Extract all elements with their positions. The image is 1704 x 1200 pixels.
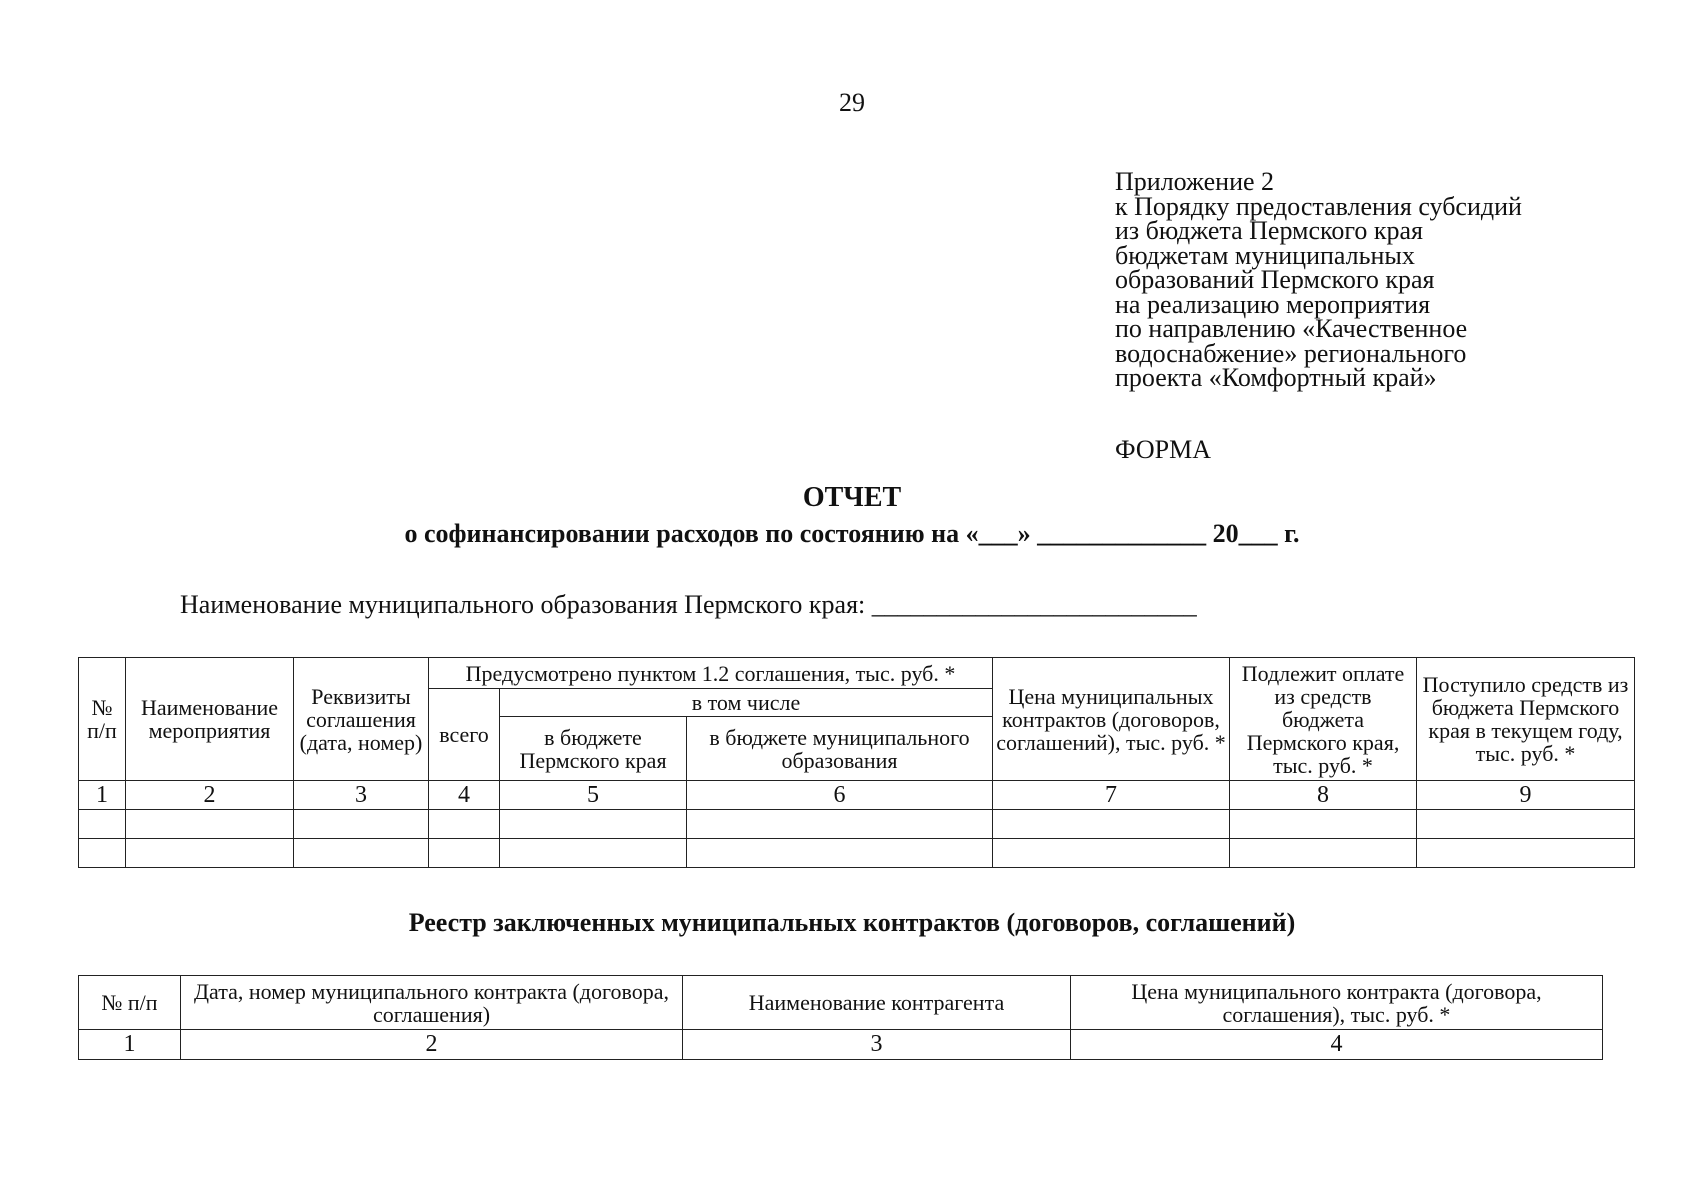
header-including: в том числе <box>500 689 993 717</box>
empty-cell <box>687 839 993 868</box>
column-number: 9 <box>1417 781 1635 810</box>
appendix-line: проекта «Комфортный край» <box>1115 363 1437 392</box>
empty-cell <box>1417 810 1635 839</box>
column-number: 5 <box>500 781 687 810</box>
empty-cell <box>500 839 687 868</box>
appendix-line: водоснабжение» регионального <box>1115 338 1467 368</box>
appendix-line: к Порядку предоставления субсидий <box>1115 191 1522 221</box>
empty-cell <box>294 810 429 839</box>
empty-cell <box>1230 810 1417 839</box>
empty-cell <box>1417 839 1635 868</box>
header-received: Поступило средств из бюджета Пермского края в текущем году, тыс. руб. * <box>1417 658 1635 781</box>
empty-cell <box>993 810 1230 839</box>
report-subtitle: о софинансировании расходов по состоянию на «___» _____________ 20___ г. <box>404 519 1300 548</box>
empty-cell <box>126 810 294 839</box>
column-number: 2 <box>126 781 294 810</box>
appendix-line: Приложение 2 <box>1115 167 1275 196</box>
appendix-line: бюджетам муниципальных <box>1115 240 1415 270</box>
column-number: 6 <box>687 781 993 810</box>
municipality-line: Наименование муниципального образования Пермского края: _________________________ <box>180 590 1197 619</box>
registry-header-counterparty: Наименование контрагента <box>683 976 1071 1030</box>
registry-column-number-row <box>79 1030 1603 1060</box>
column-number: 1 <box>79 1030 181 1060</box>
page-number: 29 <box>839 88 865 117</box>
header-num: № п/п <box>79 658 126 781</box>
column-number: 4 <box>1071 1030 1603 1060</box>
registry-header-date-number: Дата, номер муниципального контракта (договора, соглашения) <box>181 976 683 1030</box>
header-payable: Подлежит оплате из средств бюджета Пермского края, тыс. руб. * <box>1230 658 1417 781</box>
header-total: всего <box>429 689 500 781</box>
column-number: 7 <box>993 781 1230 810</box>
header-municipal-budget: в бюджете муниципального образования <box>687 717 993 781</box>
appendix-line: на реализацию мероприятия <box>1115 289 1431 319</box>
column-number-row <box>79 781 1635 810</box>
report-title: ОТЧЕТ <box>802 482 902 513</box>
header-agreement-details: Реквизиты соглашения (дата, номер) <box>294 658 429 781</box>
header-provided: Предусмотрено пунктом 1.2 соглашения, тыс. руб. * <box>429 658 993 689</box>
empty-cell <box>500 810 687 839</box>
form-label: ФОРМА <box>1115 435 1211 464</box>
empty-cell <box>429 810 500 839</box>
registry-header-num: № п/п <box>79 976 181 1030</box>
empty-cell <box>126 839 294 868</box>
registry-table <box>78 975 1603 1060</box>
header-regional-budget: в бюджете Пермского края <box>500 717 687 781</box>
column-number: 3 <box>294 781 429 810</box>
empty-cell <box>1230 839 1417 868</box>
column-number: 8 <box>1230 781 1417 810</box>
column-number: 2 <box>181 1030 683 1060</box>
empty-cell <box>993 839 1230 868</box>
empty-cell <box>687 810 993 839</box>
column-number: 4 <box>429 781 500 810</box>
registry-header-price: Цена муниципального контракта (договора, соглашения), тыс. руб. * <box>1071 976 1603 1030</box>
empty-cell <box>294 839 429 868</box>
appendix-block <box>1115 167 1522 392</box>
table-row <box>79 810 1635 839</box>
appendix-line: образований Пермского края <box>1115 265 1435 294</box>
table-row <box>79 839 1635 868</box>
appendix-line: по направлению «Качественное <box>1115 314 1468 343</box>
appendix-line: из бюджета Пермского края <box>1115 216 1424 245</box>
empty-cell <box>429 839 500 868</box>
column-number: 1 <box>79 781 126 810</box>
column-number: 3 <box>683 1030 1071 1060</box>
header-event-name: Наименование мероприятия <box>126 658 294 781</box>
header-contract-price: Цена муниципальных контрактов (договоров, соглашений), тыс. руб. * <box>993 658 1230 781</box>
registry-title: Реестр заключенных муниципальных контрактов (договоров, соглашений) <box>408 908 1296 937</box>
empty-cell <box>79 810 126 839</box>
empty-cell <box>79 839 126 868</box>
cofinancing-table <box>78 657 1635 868</box>
